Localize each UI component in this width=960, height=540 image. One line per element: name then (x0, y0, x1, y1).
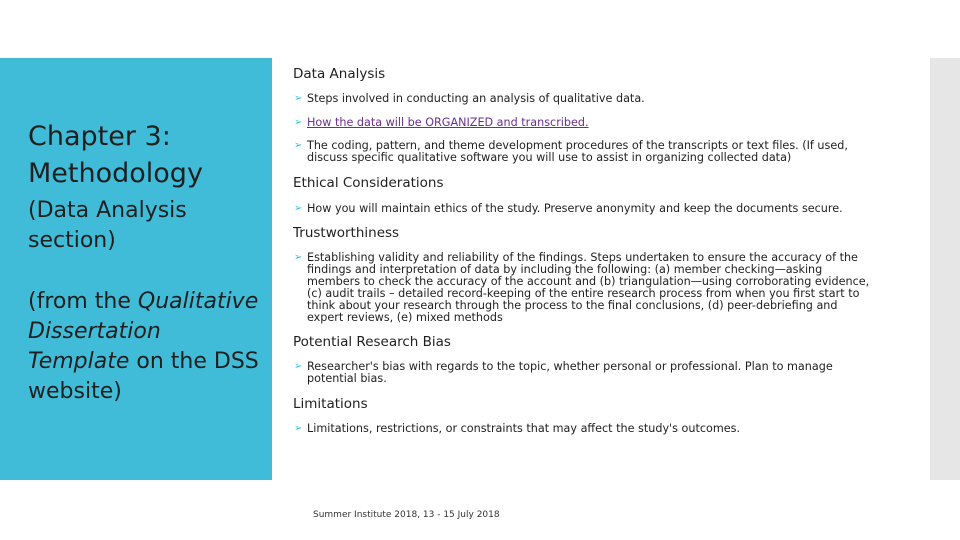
bullet-arrow-icon: ➢ (294, 423, 303, 434)
organized-link[interactable]: How the data will be ORGANIZED and transcribed. (307, 116, 589, 129)
source-note-suffix: on the DSS website) (28, 349, 259, 404)
right-scroll-bar (930, 58, 960, 480)
bullet-steps: ➢ Steps involved in conducting an analysis of qualitative data. (294, 92, 645, 105)
slide-subtitle: (Data Analysis section) (28, 198, 187, 253)
bullet-arrow-icon: ➢ (294, 361, 303, 372)
heading-research-bias: Potential Research Bias (293, 334, 451, 350)
heading-trustworthiness: Trustworthiness (293, 225, 400, 241)
slide-title-block (28, 118, 263, 407)
bullet-ethics: ➢ How you will maintain ethics of the study. Preserve anonymity and keep the documents secure. (294, 202, 843, 215)
bullet-arrow-icon: ➢ (294, 203, 303, 214)
bullet-arrow-icon: ➢ (294, 93, 303, 104)
slide-title: Chapter 3: Methodology (28, 121, 203, 189)
source-note (28, 287, 263, 407)
bullet-validity: ➢ Establishing validity and reliability of the findings. Steps undertaken to ensure the accuracy of the findings and interpretation of data by including the following: (a) member checking—asking members to check the accuracy of the account and (b) triangulation—using corroborating evidence, (c) audit trails – detailed record-keeping of the entire research process from when you first start to think about your research through the process to the final conclusions, (d) peer-debriefing and expert reviews, (e) mixed methods (294, 251, 870, 324)
bullet-arrow-icon: ➢ (294, 117, 303, 128)
heading-ethical: Ethical Considerations (293, 175, 444, 191)
heading-limitations: Limitations (293, 396, 368, 412)
source-note-template-name: Qualitative Dissertation Template (28, 289, 259, 374)
bullet-limitations: ➢ Limitations, restrictions, or constraints that may affect the study's outcomes. (294, 422, 741, 435)
bullet-coding: ➢ The coding, pattern, and theme development procedures of the transcripts or text files. (If used, discuss specific qualitative software you will use to assist in organizing collected data) (294, 139, 848, 164)
bullet-arrow-icon: ➢ (294, 140, 303, 151)
bullet-arrow-icon: ➢ (294, 252, 303, 263)
bullet-organized (293, 117, 872, 129)
source-note-prefix: (from the (28, 289, 138, 314)
bullet-bias: ➢ Researcher's bias with regards to the topic, whether personal or professional. Plan to manage potential bias. (294, 360, 833, 385)
heading-data-analysis: Data Analysis (293, 66, 386, 82)
slide-footer: Summer Institute 2018, 13 - 15 July 2018 (313, 510, 500, 520)
